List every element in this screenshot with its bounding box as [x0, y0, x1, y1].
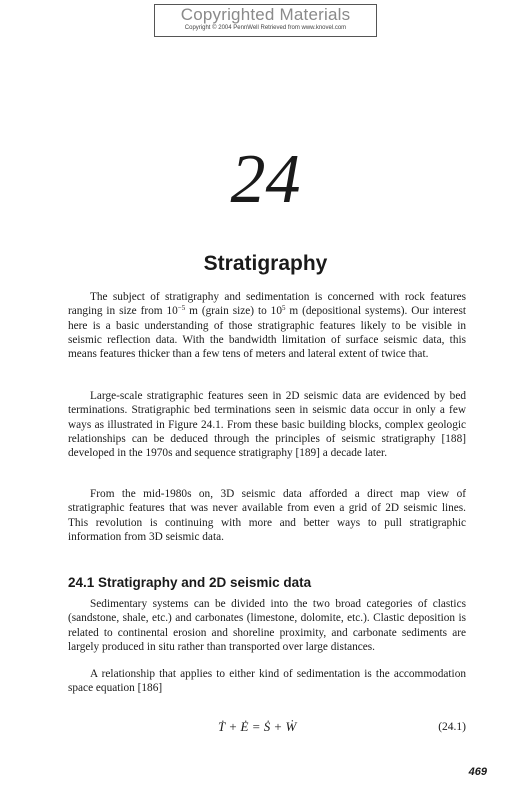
intro-paragraph-3: From the mid-1980s on, 3D seismic data afforded a direct map view of stratigraphic features that was never available from even a grid of 2D seismic lines. This revolution is continuing with more and better ways to pull stratigraphic information from 3D seismic data. — [68, 488, 466, 543]
section-heading: 24.1 Stratigraphy and 2D seismic data — [68, 575, 312, 590]
intro-p1-text-a: The subject of stratigraphy and sedimentation is concerned with rock features ranging in size from 10 — [68, 291, 466, 318]
intro-p1-exponent-1: −5 — [177, 304, 186, 313]
copyright-banner — [154, 4, 377, 37]
page-number: 469 — [468, 766, 487, 778]
equation-24-1 — [68, 717, 466, 737]
equation-number: (24.1) — [438, 721, 466, 733]
section-paragraph-1: Sedimentary systems can be divided into the two broad categories of clastics (sandstone, shale, etc.) and carbonates (limestone, dolomite, etc.). Clastic deposition is related to continental erosion and shoreline proximity, and carbonate sediments are largely produced in situ rather than transported over large distances. — [68, 598, 466, 653]
intro-p1-text-c: m (depositional systems). Our interest here is a basic understanding of those stratigraphic features likely to be visible in seismic reflection data. With the bandwidth limitation of surface seismic data, this means features thicker than a few tens of meters and lateral extent of twice that. — [68, 305, 467, 361]
chapter-number: 24 — [230, 141, 301, 218]
intro-paragraph-2: Large-scale stratigraphic features seen in 2D seismic data are evidenced by bed terminations. Stratigraphic bed terminations seen in seismic data occur in only a few ways as illustrated in Figure 24.1. From these basic building blocks, complex geologic relationships can be deduced through the principles of seismic stratigraphy [188] developed in the 1970s and sequence stratigraphy [189] a decade later. — [68, 390, 466, 460]
intro-p1-text-b: m (grain size) to 10 — [185, 305, 282, 318]
chapter-title: Stratigraphy — [203, 252, 328, 275]
equation-body: Ṫ + Ė = Ṡ + Ẇ — [218, 719, 297, 734]
section-paragraph-2: A relationship that applies to either kind of sedimentation is the accommodation space equation [186] — [68, 668, 466, 695]
banner-title: Copyrighted Materials — [180, 5, 351, 24]
intro-p1-exponent-2: 5 — [281, 304, 286, 313]
banner-note: Copyright © 2004 PennWell Retrieved from www.knovel.com — [184, 25, 347, 31]
intro-paragraph-1 — [68, 290, 466, 361]
